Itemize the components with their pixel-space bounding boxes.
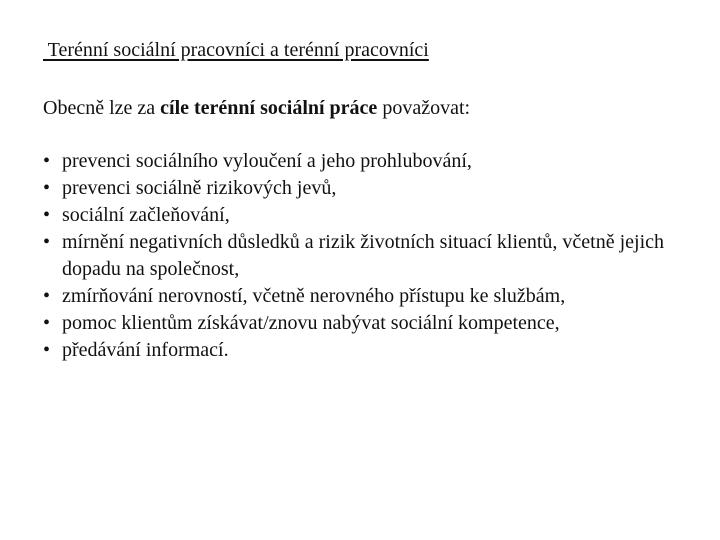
- slide-title: Terénní sociální pracovníci a terénní pracovníci: [43, 39, 429, 61]
- list-item: [43, 310, 703, 337]
- bullet-icon: •: [43, 204, 51, 226]
- list-item: [43, 175, 703, 202]
- intro-paragraph: [43, 94, 470, 122]
- list-item-text: předávání informací.: [62, 339, 229, 361]
- list-item: [43, 337, 703, 364]
- bullet-icon: •: [43, 177, 51, 199]
- list-item-text: prevenci sociálně rizikových jevů,: [62, 177, 337, 199]
- list-item: [43, 229, 703, 283]
- list-item-text: zmírňování nerovností, včetně nerovného přístupu ke službám,: [62, 285, 566, 307]
- list-item: [43, 148, 703, 175]
- intro-prefix: Obecně lze za: [43, 97, 161, 119]
- list-item-text: sociální začleňování,: [62, 204, 230, 226]
- bullet-icon: •: [43, 339, 51, 361]
- bullet-icon: •: [43, 231, 51, 253]
- list-item: [43, 202, 703, 229]
- intro-emphasis: cíle terénní sociální práce: [160, 97, 378, 119]
- bullet-icon: •: [43, 285, 51, 307]
- goals-list: [43, 148, 703, 364]
- list-item: [43, 283, 703, 310]
- intro-suffix: považovat:: [377, 97, 471, 119]
- list-item-text: pomoc klientům získávat/znovu nabývat sociální kompetence,: [62, 312, 560, 334]
- bullet-icon: •: [43, 150, 51, 172]
- bullet-icon: •: [43, 312, 51, 334]
- list-item-text: mírnění negativních důsledků a rizik životních situací klientů, včetně jejich dopadu na společnost,: [62, 231, 665, 280]
- list-item-text: prevenci sociálního vyloučení a jeho prohlubování,: [62, 150, 472, 172]
